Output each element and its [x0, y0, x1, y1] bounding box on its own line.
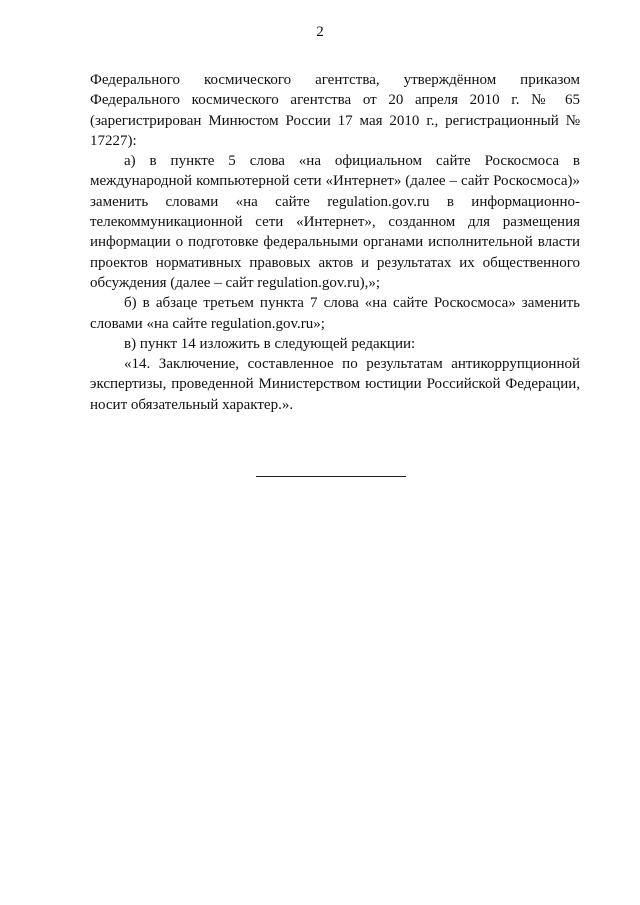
- paragraph-item-v: в) пункт 14 изложить в следующей редакции:: [124, 335, 416, 352]
- paragraph-item-b: б) в абзаце третьем пункта 7 слова «на сайте Роскосмоса» заменить словами «на сайте regulation.gov.ru»;: [90, 295, 580, 332]
- paragraph-quoted-clause: «14. Заключение, составленное по результатам антикоррупционной экспертизы, проведенной Министерством юстиции Российской Федерации, носит обязательный характер.».: [90, 356, 580, 413]
- document-body: [90, 70, 580, 415]
- paragraph-item-a: а) в пункте 5 слова «на официальном сайте Роскосмоса в международной компьютерной сети «Интернет» (далее – сайт Роскосмоса)» заменить словами «на сайте regulation.gov.ru в информационно-телекоммуникационной сети «Интернет», созданном для размещения информации о подготовке федеральными органами исполнительной власти проектов нормативных правовых актов и результатах их общественного обсуждения (далее – сайт regulation.gov.ru),»;: [90, 153, 580, 291]
- page-number: 2: [316, 24, 324, 40]
- end-of-document-rule: [256, 476, 406, 477]
- paragraph-continuation: Федерального космического агентства, утверждённом приказом Федерального космического агентства от 20 апреля 2010 г. № 65 (зарегистрирован Минюстом России 17 мая 2010 г., регистрационный № 17227):: [90, 72, 580, 149]
